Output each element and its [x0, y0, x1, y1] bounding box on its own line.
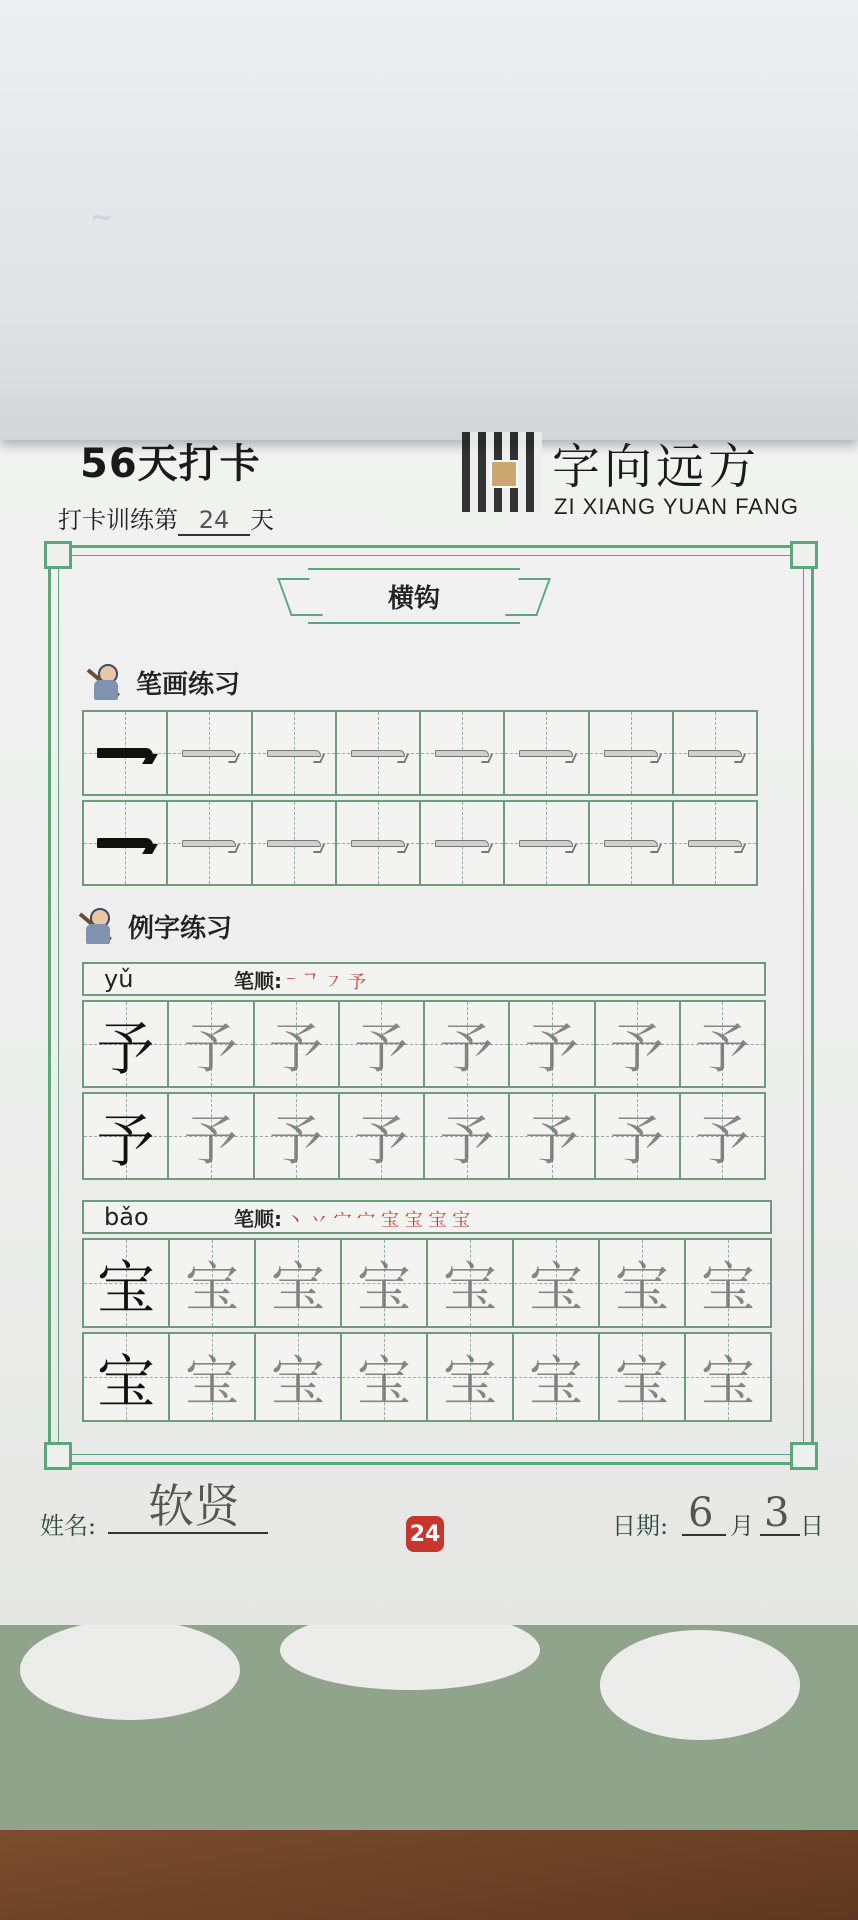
- trace-cell[interactable]: [681, 1002, 764, 1086]
- stroke-trace: [688, 840, 742, 847]
- previous-page-flap: ~: [0, 0, 858, 440]
- date-label: 日期:: [612, 1512, 669, 1540]
- month-handwriting: 6: [688, 1490, 714, 1536]
- frame-corner-ornament: [790, 1442, 818, 1470]
- char-practice-row: [82, 1238, 772, 1328]
- name-handwriting: 软贤: [148, 1479, 240, 1533]
- scholar-icon: [80, 906, 120, 946]
- model-cell: [84, 1094, 169, 1178]
- trace-char: 宝: [529, 1349, 583, 1413]
- trace-char: 予: [354, 1108, 409, 1172]
- trace-cell[interactable]: [168, 802, 252, 884]
- brand-logo-en: ZI XIANG YUAN FANG: [554, 494, 799, 519]
- stroke-model: [97, 748, 153, 758]
- trace-char: 宝: [615, 1255, 669, 1319]
- trace-char: 宝: [271, 1349, 325, 1413]
- char-pinyin: yǔ: [104, 965, 134, 993]
- trace-cell[interactable]: [256, 1334, 342, 1420]
- trace-char: 予: [695, 1016, 750, 1080]
- trace-cell[interactable]: [686, 1240, 770, 1326]
- frame-corner-ornament: [44, 541, 72, 569]
- trace-cell[interactable]: [428, 1334, 514, 1420]
- model-char: 予: [96, 1107, 155, 1175]
- stroke-trace: [351, 840, 405, 847]
- example-practice-heading: [80, 906, 232, 946]
- trace-cell[interactable]: [342, 1240, 428, 1326]
- model-char: 予: [96, 1015, 155, 1083]
- trace-char: 予: [610, 1108, 665, 1172]
- trace-cell[interactable]: [168, 712, 252, 794]
- char-practice-row: [82, 1092, 766, 1180]
- frame-corner-ornament: [790, 541, 818, 569]
- trace-cell[interactable]: [600, 1240, 686, 1326]
- stroke-trace: [351, 750, 405, 757]
- trace-cell[interactable]: [421, 712, 505, 794]
- trace-cell[interactable]: [590, 712, 674, 794]
- char-pinyin: bǎo: [104, 1203, 149, 1231]
- trace-char: 予: [269, 1108, 324, 1172]
- lesson-banner: [308, 568, 520, 624]
- stroke-trace: [435, 840, 489, 847]
- stroke-order-label: 笔顺:: [234, 1206, 282, 1231]
- trace-cell[interactable]: [253, 802, 337, 884]
- trace-char: 予: [695, 1108, 750, 1172]
- trace-char: 予: [524, 1108, 579, 1172]
- trace-cell[interactable]: [686, 1334, 770, 1420]
- day-label: 日: [800, 1512, 824, 1540]
- trace-cell[interactable]: [600, 1334, 686, 1420]
- page-title: 56天打卡: [80, 441, 261, 487]
- trace-cell[interactable]: [590, 802, 674, 884]
- trace-char: 宝: [271, 1255, 325, 1319]
- trace-cell[interactable]: [337, 712, 421, 794]
- trace-cell[interactable]: [510, 1094, 595, 1178]
- trace-cell[interactable]: [255, 1094, 340, 1178]
- trace-cell[interactable]: [510, 1002, 595, 1086]
- checkin-prefix: 打卡训练第: [58, 506, 178, 534]
- trace-char: 予: [439, 1016, 494, 1080]
- trace-char: 予: [269, 1016, 324, 1080]
- model-cell: [84, 1334, 170, 1420]
- trace-cell[interactable]: [681, 1094, 764, 1178]
- trace-cell[interactable]: [340, 1094, 425, 1178]
- trace-cell[interactable]: [169, 1094, 254, 1178]
- name-label: 姓名:: [40, 1512, 97, 1540]
- trace-char: 宝: [357, 1349, 411, 1413]
- page-number-badge: 24: [406, 1516, 444, 1552]
- trace-cell[interactable]: [428, 1240, 514, 1326]
- checkin-line: [58, 500, 274, 536]
- trace-char: 宝: [443, 1349, 497, 1413]
- trace-cell[interactable]: [337, 802, 421, 884]
- trace-cell[interactable]: [255, 1002, 340, 1086]
- stroke-trace: [267, 840, 321, 847]
- trace-cell[interactable]: [169, 1002, 254, 1086]
- trace-cell[interactable]: [514, 1240, 600, 1326]
- trace-char: 予: [524, 1016, 579, 1080]
- stroke-trace: [435, 750, 489, 757]
- stroke-trace: [182, 750, 236, 757]
- stroke-order-label: 笔顺:: [234, 968, 282, 993]
- table-cloth: [0, 1600, 858, 1830]
- trace-cell[interactable]: [170, 1334, 256, 1420]
- scholar-icon: [88, 662, 128, 702]
- stroke-trace: [604, 750, 658, 757]
- stroke-order-sequence: 丶 丷 宀 宀 宝 宝 宝 宝: [286, 1209, 471, 1231]
- trace-cell[interactable]: [425, 1094, 510, 1178]
- stroke-practice-label: 笔画练习: [136, 669, 241, 700]
- trace-cell[interactable]: [256, 1240, 342, 1326]
- stroke-trace: [519, 840, 573, 847]
- lesson-title: 横钩: [387, 583, 440, 614]
- stroke-practice-heading: [88, 662, 240, 702]
- example-practice-label: 例字练习: [128, 913, 233, 944]
- trace-cell[interactable]: [514, 1334, 600, 1420]
- char-practice-row: [82, 1332, 772, 1422]
- trace-cell[interactable]: [505, 712, 589, 794]
- stroke-trace: [688, 750, 742, 757]
- trace-char: 予: [439, 1108, 494, 1172]
- model-cell: [84, 712, 168, 794]
- stroke-practice-row: [82, 800, 758, 886]
- trace-char: 宝: [357, 1255, 411, 1319]
- trace-cell[interactable]: [421, 802, 505, 884]
- stroke-model: [97, 838, 153, 848]
- trace-char: 宝: [529, 1255, 583, 1319]
- model-char: 宝: [96, 1254, 155, 1322]
- brand-logo-cn: 字向远方: [552, 439, 761, 495]
- checkin-suffix: 天: [250, 506, 274, 534]
- trace-char: 予: [610, 1016, 665, 1080]
- qr-code-icon: [462, 432, 542, 512]
- trace-cell[interactable]: [253, 712, 337, 794]
- trace-char: 宝: [701, 1255, 755, 1319]
- model-cell: [84, 1240, 170, 1326]
- stroke-trace: [519, 750, 573, 757]
- trace-cell[interactable]: [674, 802, 756, 884]
- trace-cell[interactable]: [505, 802, 589, 884]
- trace-char: 予: [354, 1016, 409, 1080]
- trace-char: 予: [183, 1108, 238, 1172]
- char-info-bar: [82, 962, 766, 996]
- model-cell: [84, 1002, 169, 1086]
- month-label: 月: [730, 1512, 754, 1540]
- trace-char: 宝: [443, 1255, 497, 1319]
- trace-cell[interactable]: [596, 1002, 681, 1086]
- frame-corner-ornament: [44, 1442, 72, 1470]
- day-handwriting: 3: [764, 1490, 790, 1536]
- char-practice-row: [82, 1000, 766, 1088]
- trace-char: 宝: [185, 1255, 239, 1319]
- trace-char: 宝: [701, 1349, 755, 1413]
- stroke-trace: [267, 750, 321, 757]
- stroke-practice-row: [82, 710, 758, 796]
- trace-cell[interactable]: [170, 1240, 256, 1326]
- stroke-trace: [182, 840, 236, 847]
- checkin-day-field[interactable]: 24: [178, 506, 250, 536]
- trace-cell[interactable]: [342, 1334, 428, 1420]
- stroke-order-sequence: ⁻ ᄀ ㇇ 予: [286, 971, 367, 993]
- model-char: 宝: [96, 1348, 155, 1416]
- char-info-bar: [82, 1200, 772, 1234]
- trace-char: 宝: [615, 1349, 669, 1413]
- trace-cell[interactable]: [340, 1002, 425, 1086]
- trace-cell[interactable]: [425, 1002, 510, 1086]
- stroke-trace: [604, 840, 658, 847]
- model-cell: [84, 802, 168, 884]
- trace-char: 宝: [185, 1349, 239, 1413]
- trace-cell[interactable]: [596, 1094, 681, 1178]
- trace-char: 予: [183, 1016, 238, 1080]
- trace-cell[interactable]: [674, 712, 756, 794]
